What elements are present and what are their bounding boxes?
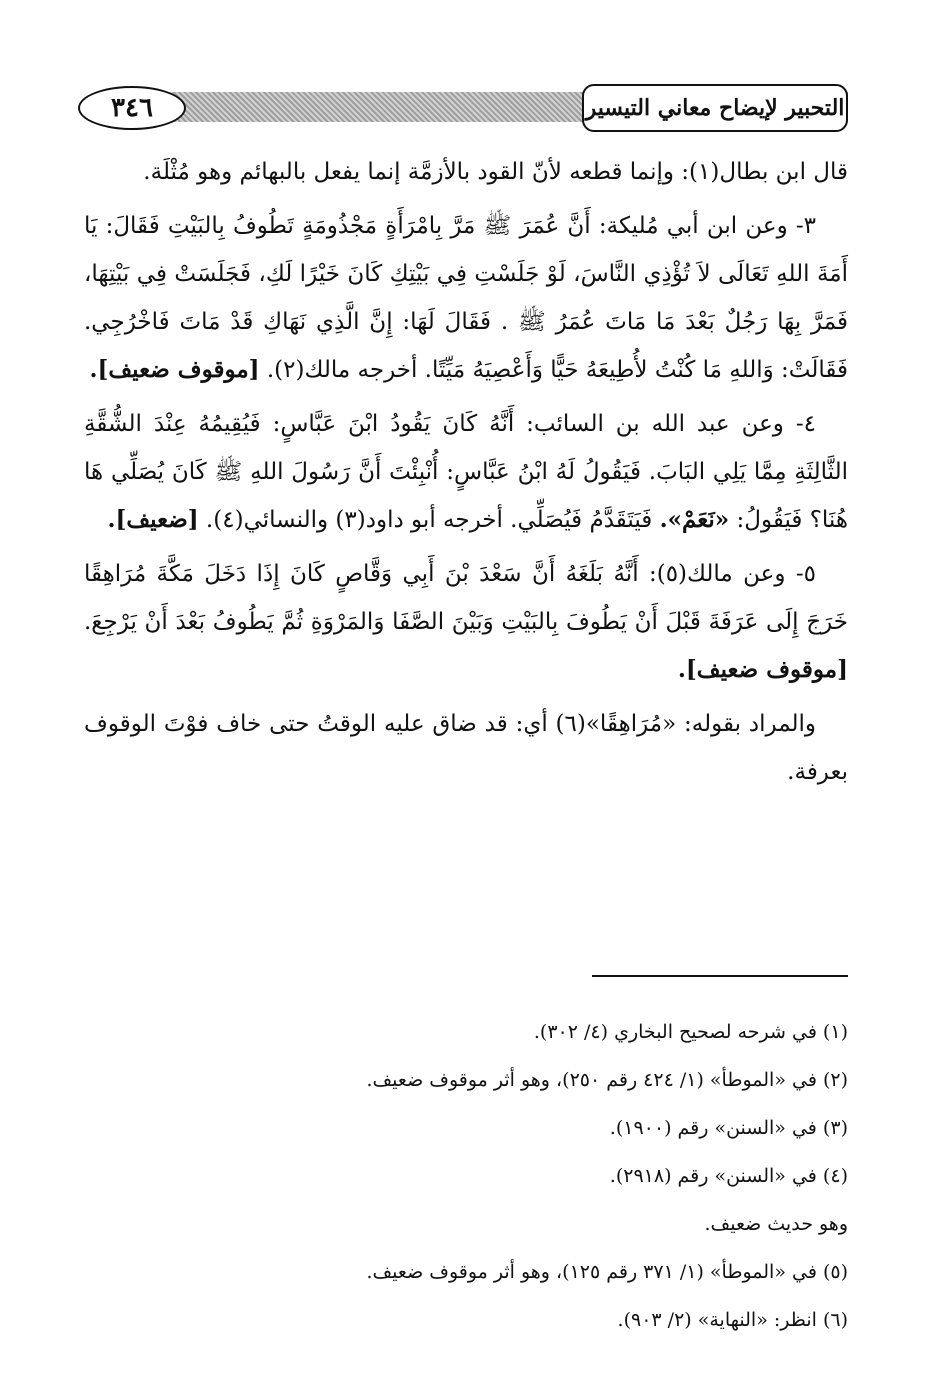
footnote: (٢) في «الموطأ» (١/ ٤٢٤ رقم ٢٥٠)، وهو أثر موقوف ضعيف. [366, 1069, 848, 1091]
paragraph-text: ٣- وعن ابن أبي مُليكة: أَنَّ عُمَرَ ﷺ مَرَّ بِامْرَأَةٍ مَجْذُومَةٍ تَطُوفُ بِالبَيْتِ فَقَالَ: يَا أَمَةَ اللهِ تَعَالَى لاَ تُؤْذِي النَّاسَ، لَوْ جَلَسْتِ فِي بَيْتِكِ كَانَ خَيْرًا لَكِ، فَجَلَسَتْ فِي بَيْتِهَا، فَمَرَّ بِهَا رَجُلٌ بَعْدَ مَا مَاتَ عُمَرُ ﷺ . فَقَالَ لَهَا: إِنَّ الَّذِي نَهَاكِ قَدْ مَاتَ فَاخْرُجِي. فَقَالَتْ: وَاللهِ مَا كُنْتُ لأُطِيعَهُ حَيًّا وَأَعْصِيَهُ مَيِّتًا. أخرجه مالك(٢). [84, 213, 848, 383]
main-text [84, 148, 848, 802]
grading-label: [موقوف ضعيف]. [677, 656, 848, 683]
paragraph [84, 202, 848, 394]
footnotes [84, 1008, 848, 1344]
page-number: ٣٤٦ [78, 86, 186, 130]
paragraph-text: والمراد بقوله: «مُرَاهِقًا»(٦) أي: قد ضاق عليه الوقتُ حتى خاف فوْتَ الوقوف بعرفة. [84, 711, 848, 785]
footnote: وهو حديث ضعيف. [704, 1213, 848, 1235]
footnote-separator [592, 975, 848, 977]
paragraph [84, 400, 848, 544]
grading-label: «نَعَمْ». [659, 506, 730, 533]
book-title: التحبير لإيضاح معاني التيسير [582, 84, 848, 132]
paragraph-text: فَيَتَقَدَّمُ فَيُصَلِّي. أخرجه أبو داود(٣) والنسائي(٤). [198, 507, 660, 533]
paragraph-text: ٥- وعن مالك(٥): أَنَّهُ بَلَغَهُ أَنَّ سَعْدَ بْنَ أَبِي وَقَّاصٍ كَانَ إِذَا دَخَلَ مَكَّةَ مُرَاهِقًا خَرَجَ إِلَى عَرَفَةَ قَبْلَ أَنْ يَطُوفَ بِالبَيْتِ وَبَيْنَ الصَّفَا وَالمَرْوَةِ ثُمَّ يَطُوفُ بَعْدَ أَنْ يَرْجِعَ. [84, 561, 848, 635]
paragraph [84, 700, 848, 796]
footnote: (٥) في «الموطأ» (١/ ٣٧١ رقم ١٢٥)، وهو أثر موقوف ضعيف. [366, 1261, 848, 1283]
footnote: (٦) انظر: «النهاية» (٢/ ٩٠٣). [617, 1309, 848, 1331]
grading-label: [ضعيف]. [107, 506, 199, 533]
footnote: (٤) في «السنن» رقم (٢٩١٨). [609, 1165, 848, 1187]
paragraph [84, 148, 848, 196]
page-header [78, 84, 848, 136]
paragraph-text: قال ابن بطال(١): وإنما قطعه لأنّ القود بالأزمَّة إنما يفعل بالبهائم وهو مُثْلَة. [143, 159, 848, 185]
paragraph [84, 550, 848, 694]
grading-label: [موقوف ضعيف]. [89, 356, 260, 383]
paragraph-text: ٤- وعن عبد الله بن السائب: أَنَّهُ كَانَ يَقُودُ ابْنَ عَبَّاسٍ: فَيُقِيمُهُ عِنْدَ الشُّقَّةِ الثَّالِثَةِ مِمَّا يَلِي البَابَ. فَيَقُولُ لَهُ ابْنُ عَبَّاسٍ: أُنْبِئْتَ أَنَّ رَسُولَ اللهِ ﷺ كَانَ يُصَلِّي هَا هُنَا؟ فَيَقُولُ: [84, 411, 848, 533]
footnote: (٣) في «السنن» رقم (١٩٠٠). [609, 1117, 848, 1139]
footnote: (١) في شرحه لصحيح البخاري (٤/ ٣٠٢). [533, 1021, 848, 1043]
